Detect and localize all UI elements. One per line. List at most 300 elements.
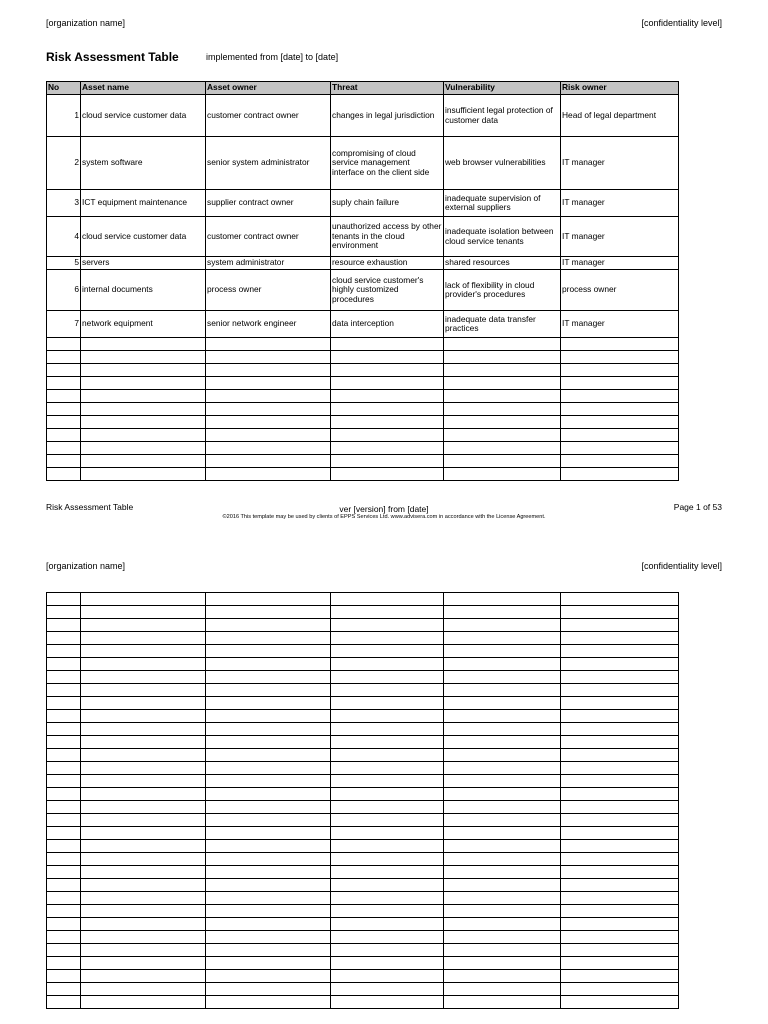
cell-risk-owner: IT manager (561, 217, 679, 257)
cell-risk-owner: Head of legal department (561, 95, 679, 137)
column-header-asset-name: Asset name (81, 82, 206, 95)
empty-cell (81, 416, 206, 429)
empty-cell (206, 645, 331, 658)
empty-cell (444, 338, 561, 351)
empty-table-row (47, 723, 679, 736)
empty-cell (81, 879, 206, 892)
column-header-threat: Threat (331, 82, 444, 95)
empty-cell (81, 632, 206, 645)
empty-cell (206, 364, 331, 377)
empty-cell (331, 957, 444, 970)
cell-no: 2 (47, 137, 81, 190)
empty-cell (561, 905, 679, 918)
empty-cell (561, 983, 679, 996)
empty-cell (561, 918, 679, 931)
empty-cell (206, 619, 331, 632)
empty-table-row (47, 442, 679, 455)
empty-cell (331, 390, 444, 403)
table-row (47, 190, 679, 217)
empty-cell (47, 879, 81, 892)
cell-no: 7 (47, 311, 81, 338)
empty-cell (47, 905, 81, 918)
empty-cell (81, 390, 206, 403)
empty-cell (331, 455, 444, 468)
empty-cell (47, 377, 81, 390)
empty-cell (206, 827, 331, 840)
empty-rows (47, 338, 679, 481)
empty-table-row (47, 351, 679, 364)
empty-cell (561, 658, 679, 671)
empty-cell (331, 632, 444, 645)
cell-threat: compromising of cloud service management interface on the client side (331, 137, 444, 190)
empty-cell (444, 364, 561, 377)
empty-cell (444, 377, 561, 390)
empty-cell (331, 671, 444, 684)
empty-cell (206, 351, 331, 364)
empty-cell (81, 996, 206, 1009)
cell-vulnerability: web browser vulnerabilities (444, 137, 561, 190)
empty-cell (561, 866, 679, 879)
empty-cell (331, 736, 444, 749)
empty-cell (444, 442, 561, 455)
cell-threat: cloud service customer's highly customized procedures (331, 270, 444, 311)
empty-cell (81, 455, 206, 468)
empty-cell (47, 892, 81, 905)
empty-cell (444, 892, 561, 905)
table-header-row (47, 82, 679, 95)
empty-table-row (47, 671, 679, 684)
empty-cell (206, 377, 331, 390)
empty-table-row (47, 736, 679, 749)
empty-cell (444, 970, 561, 983)
empty-cell (81, 658, 206, 671)
cell-risk-owner: process owner (561, 270, 679, 311)
empty-cell (561, 671, 679, 684)
empty-cell (81, 723, 206, 736)
empty-cell (444, 455, 561, 468)
empty-table-row (47, 827, 679, 840)
empty-cell (206, 593, 331, 606)
empty-cell (561, 351, 679, 364)
empty-cell (81, 788, 206, 801)
empty-cell (331, 866, 444, 879)
organization-name-page2: [organization name] (46, 561, 126, 571)
empty-cell (561, 788, 679, 801)
empty-cell (47, 416, 81, 429)
empty-table-row (47, 377, 679, 390)
empty-table-row (47, 645, 679, 658)
empty-table-row (47, 403, 679, 416)
footer-page-number: Page 1 of 53 (673, 502, 722, 512)
cell-vulnerability: inadequate supervision of external suppliers (444, 190, 561, 217)
empty-cell (444, 996, 561, 1009)
empty-cell (206, 853, 331, 866)
empty-cell (561, 775, 679, 788)
empty-cell (81, 801, 206, 814)
empty-rows (47, 593, 679, 1009)
footer-version: ver [version] from [date] (339, 504, 429, 514)
empty-table-row (47, 996, 679, 1009)
empty-cell (81, 429, 206, 442)
empty-cell (47, 429, 81, 442)
empty-table-row (47, 853, 679, 866)
empty-cell (331, 775, 444, 788)
empty-cell (444, 749, 561, 762)
cell-asset-owner: process owner (206, 270, 331, 311)
cell-asset-name: cloud service customer data (81, 95, 206, 137)
empty-cell (206, 749, 331, 762)
cell-asset-owner: senior system administrator (206, 137, 331, 190)
empty-table-row (47, 416, 679, 429)
empty-cell (206, 983, 331, 996)
cell-asset-name: system software (81, 137, 206, 190)
empty-cell (331, 983, 444, 996)
empty-cell (444, 918, 561, 931)
empty-cell (47, 645, 81, 658)
empty-cell (444, 671, 561, 684)
empty-table-row (47, 338, 679, 351)
empty-cell (444, 853, 561, 866)
table-row (47, 270, 679, 311)
cell-no: 3 (47, 190, 81, 217)
table-row (47, 137, 679, 190)
empty-cell (561, 736, 679, 749)
empty-cell (206, 658, 331, 671)
empty-cell (331, 697, 444, 710)
empty-cell (206, 788, 331, 801)
cell-threat: unauthorized access by other tenants in the cloud environment (331, 217, 444, 257)
empty-table-row (47, 957, 679, 970)
empty-cell (444, 619, 561, 632)
empty-cell (561, 377, 679, 390)
empty-cell (206, 879, 331, 892)
empty-cell (444, 879, 561, 892)
empty-cell (81, 970, 206, 983)
empty-cell (206, 801, 331, 814)
empty-cell (206, 944, 331, 957)
empty-table-row (47, 879, 679, 892)
empty-cell (331, 468, 444, 481)
empty-cell (81, 840, 206, 853)
empty-table-row (47, 632, 679, 645)
cell-risk-owner: IT manager (561, 137, 679, 190)
empty-cell (206, 892, 331, 905)
empty-cell (561, 957, 679, 970)
empty-cell (331, 442, 444, 455)
cell-threat: suply chain failure (331, 190, 444, 217)
empty-cell (47, 468, 81, 481)
empty-cell (47, 736, 81, 749)
empty-cell (47, 866, 81, 879)
empty-cell (47, 775, 81, 788)
empty-cell (561, 970, 679, 983)
empty-cell (444, 736, 561, 749)
cell-asset-name: ICT equipment maintenance (81, 190, 206, 217)
empty-cell (561, 840, 679, 853)
empty-cell (561, 416, 679, 429)
empty-cell (331, 606, 444, 619)
empty-cell (47, 853, 81, 866)
empty-cell (444, 645, 561, 658)
empty-cell (561, 944, 679, 957)
cell-risk-owner: IT manager (561, 311, 679, 338)
empty-cell (206, 338, 331, 351)
empty-table-row (47, 814, 679, 827)
empty-cell (81, 749, 206, 762)
empty-cell (47, 840, 81, 853)
confidentiality-level-page2: [confidentiality level] (641, 561, 722, 571)
empty-cell (206, 468, 331, 481)
empty-cell (47, 957, 81, 970)
empty-cell (206, 918, 331, 931)
empty-cell (206, 970, 331, 983)
empty-cell (47, 983, 81, 996)
empty-cell (81, 710, 206, 723)
empty-cell (331, 377, 444, 390)
empty-cell (206, 671, 331, 684)
empty-cell (81, 736, 206, 749)
empty-cell (206, 710, 331, 723)
cell-vulnerability: lack of flexibility in cloud provider's procedures (444, 270, 561, 311)
table-row (47, 257, 679, 270)
empty-cell (47, 697, 81, 710)
empty-cell (81, 364, 206, 377)
empty-cell (331, 853, 444, 866)
empty-cell (561, 442, 679, 455)
column-header-vulnerability: Vulnerability (444, 82, 561, 95)
empty-cell (47, 801, 81, 814)
cell-asset-owner: supplier contract owner (206, 190, 331, 217)
empty-cell (81, 944, 206, 957)
empty-cell (47, 442, 81, 455)
empty-cell (331, 429, 444, 442)
empty-table-row (47, 931, 679, 944)
empty-cell (81, 853, 206, 866)
empty-cell (561, 338, 679, 351)
risk-assessment-table-continued (46, 592, 679, 1009)
empty-cell (561, 710, 679, 723)
empty-cell (331, 403, 444, 416)
empty-table-row (47, 983, 679, 996)
empty-cell (81, 866, 206, 879)
empty-cell (444, 814, 561, 827)
empty-cell (561, 827, 679, 840)
empty-cell (331, 364, 444, 377)
cell-asset-owner: customer contract owner (206, 95, 331, 137)
empty-cell (444, 403, 561, 416)
empty-cell (561, 455, 679, 468)
empty-cell (331, 351, 444, 364)
empty-cell (47, 996, 81, 1009)
empty-cell (444, 866, 561, 879)
empty-cell (561, 468, 679, 481)
organization-name: [organization name] (46, 18, 126, 28)
cell-risk-owner: IT manager (561, 257, 679, 270)
column-header-asset-owner: Asset owner (206, 82, 331, 95)
empty-cell (47, 762, 81, 775)
empty-table-row (47, 840, 679, 853)
empty-cell (444, 801, 561, 814)
empty-cell (47, 671, 81, 684)
empty-cell (561, 593, 679, 606)
empty-table-row (47, 801, 679, 814)
empty-cell (561, 645, 679, 658)
empty-table-row (47, 775, 679, 788)
table-row (47, 95, 679, 137)
cell-asset-name: internal documents (81, 270, 206, 311)
empty-cell (444, 762, 561, 775)
empty-cell (81, 606, 206, 619)
empty-cell (444, 593, 561, 606)
empty-table-row (47, 593, 679, 606)
empty-cell (47, 723, 81, 736)
empty-cell (47, 710, 81, 723)
empty-table-row (47, 606, 679, 619)
empty-cell (206, 403, 331, 416)
empty-cell (331, 814, 444, 827)
document-title: Risk Assessment Table (46, 50, 179, 64)
empty-cell (331, 619, 444, 632)
empty-cell (331, 905, 444, 918)
empty-cell (47, 606, 81, 619)
empty-cell (561, 390, 679, 403)
empty-cell (206, 996, 331, 1009)
cell-no: 1 (47, 95, 81, 137)
empty-cell (444, 632, 561, 645)
empty-cell (444, 697, 561, 710)
empty-cell (206, 775, 331, 788)
empty-cell (47, 658, 81, 671)
cell-asset-name: network equipment (81, 311, 206, 338)
empty-cell (331, 645, 444, 658)
empty-cell (331, 658, 444, 671)
cell-asset-owner: system administrator (206, 257, 331, 270)
cell-asset-owner: senior network engineer (206, 311, 331, 338)
confidentiality-level: [confidentiality level] (641, 18, 722, 28)
empty-cell (81, 351, 206, 364)
empty-cell (47, 970, 81, 983)
empty-cell (331, 931, 444, 944)
empty-cell (206, 416, 331, 429)
empty-cell (47, 788, 81, 801)
empty-table-row (47, 455, 679, 468)
empty-cell (47, 351, 81, 364)
empty-table-row (47, 944, 679, 957)
empty-cell (81, 645, 206, 658)
empty-cell (561, 403, 679, 416)
empty-cell (331, 801, 444, 814)
empty-cell (561, 762, 679, 775)
empty-cell (331, 840, 444, 853)
empty-table-row (47, 918, 679, 931)
empty-cell (206, 931, 331, 944)
empty-cell (47, 455, 81, 468)
empty-cell (206, 762, 331, 775)
empty-cell (81, 762, 206, 775)
empty-cell (444, 390, 561, 403)
empty-cell (444, 606, 561, 619)
empty-cell (47, 632, 81, 645)
empty-cell (47, 749, 81, 762)
empty-cell (47, 403, 81, 416)
empty-cell (444, 905, 561, 918)
empty-cell (331, 338, 444, 351)
empty-cell (206, 429, 331, 442)
table-row (47, 217, 679, 257)
empty-cell (81, 931, 206, 944)
empty-cell (444, 788, 561, 801)
empty-cell (206, 684, 331, 697)
cell-vulnerability: shared resources (444, 257, 561, 270)
empty-cell (444, 658, 561, 671)
empty-cell (81, 892, 206, 905)
empty-cell (561, 931, 679, 944)
empty-cell (331, 593, 444, 606)
empty-cell (206, 957, 331, 970)
footer-document-name: Risk Assessment Table (46, 502, 134, 512)
footer-copyright: ©2016 This template may be used by clients of EPPS Services Ltd. www.advisera.com in accordance with the License Agreement. (222, 514, 546, 520)
empty-cell (444, 710, 561, 723)
empty-cell (444, 944, 561, 957)
empty-cell (206, 736, 331, 749)
empty-cell (561, 996, 679, 1009)
empty-cell (206, 606, 331, 619)
empty-cell (206, 840, 331, 853)
empty-cell (561, 892, 679, 905)
cell-threat: data interception (331, 311, 444, 338)
empty-cell (81, 983, 206, 996)
empty-cell (206, 723, 331, 736)
empty-cell (561, 749, 679, 762)
empty-cell (81, 775, 206, 788)
cell-vulnerability: insufficient legal protection of customer data (444, 95, 561, 137)
empty-cell (561, 619, 679, 632)
empty-cell (561, 606, 679, 619)
empty-cell (81, 403, 206, 416)
empty-cell (561, 684, 679, 697)
empty-cell (561, 814, 679, 827)
empty-cell (206, 697, 331, 710)
empty-cell (331, 970, 444, 983)
cell-asset-name: cloud service customer data (81, 217, 206, 257)
cell-risk-owner: IT manager (561, 190, 679, 217)
empty-cell (331, 879, 444, 892)
empty-table-row (47, 762, 679, 775)
empty-cell (561, 697, 679, 710)
cell-no: 6 (47, 270, 81, 311)
empty-cell (331, 710, 444, 723)
empty-cell (47, 338, 81, 351)
empty-cell (561, 801, 679, 814)
empty-table-row (47, 749, 679, 762)
empty-table-row (47, 658, 679, 671)
empty-cell (444, 416, 561, 429)
cell-threat: changes in legal jurisdiction (331, 95, 444, 137)
empty-table-row (47, 788, 679, 801)
column-header-no: No (47, 82, 81, 95)
empty-cell (206, 632, 331, 645)
empty-table-row (47, 970, 679, 983)
empty-cell (81, 338, 206, 351)
empty-cell (331, 827, 444, 840)
empty-cell (444, 351, 561, 364)
empty-table-row (47, 468, 679, 481)
empty-table-row (47, 390, 679, 403)
empty-cell (331, 684, 444, 697)
empty-cell (444, 684, 561, 697)
empty-cell (47, 619, 81, 632)
empty-cell (444, 723, 561, 736)
